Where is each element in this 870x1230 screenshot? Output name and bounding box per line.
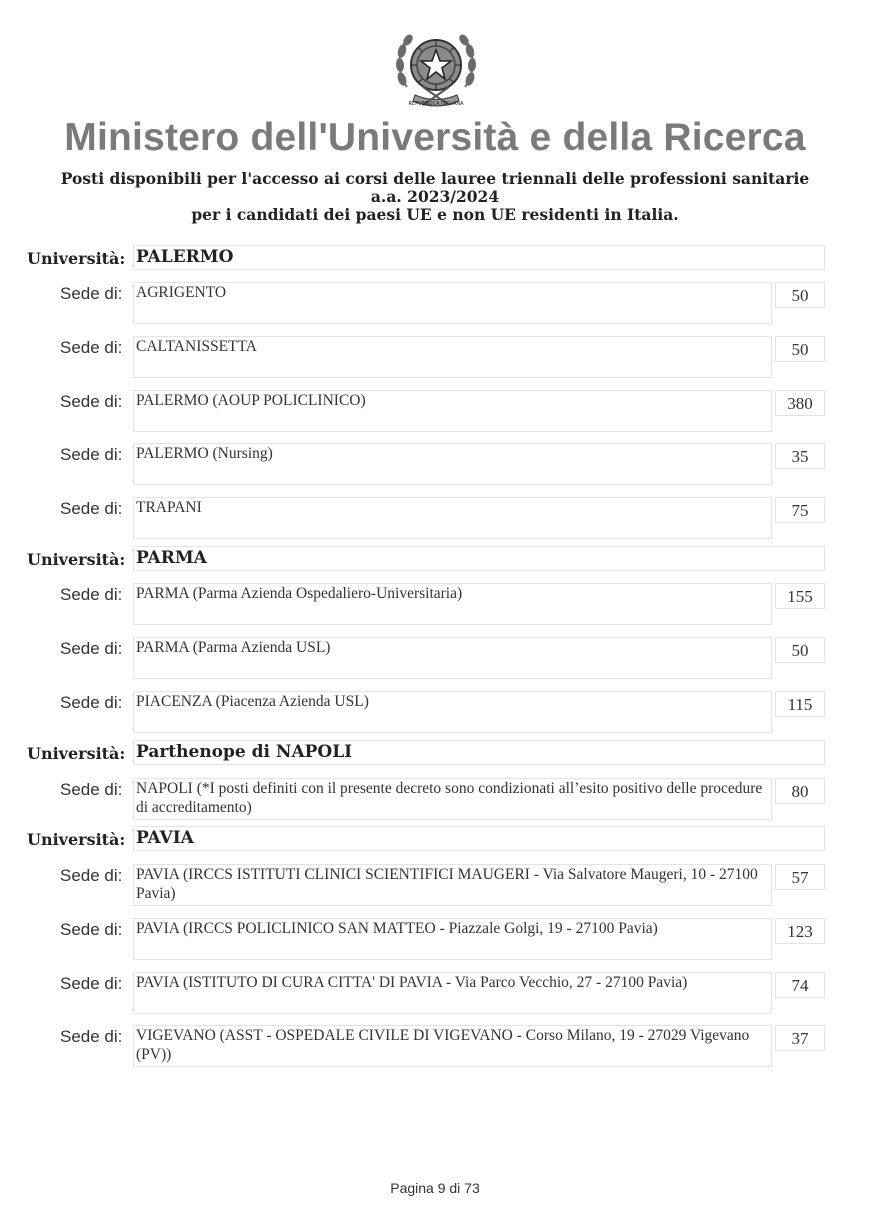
sede-label: Sede di: xyxy=(60,866,123,885)
posti-value: 123 xyxy=(775,918,825,944)
sede-label: Sede di: xyxy=(60,1027,123,1046)
page-number: Pagina 9 di 73 xyxy=(390,1180,480,1196)
posti-value: 57 xyxy=(775,864,825,890)
subtitle-line-3: per i candidati dei paesi UE e non UE residenti in Italia. xyxy=(191,205,679,224)
ministry-title: Ministero dell'Università e della Ricerca xyxy=(64,116,806,159)
sede-name: PAVIA (IRCCS ISTITUTI CLINICI SCIENTIFICI MAUGERI - Via Salvatore Maugeri, 10 - 27100 Pavia) xyxy=(133,864,772,906)
sede-name: PALERMO (Nursing) xyxy=(133,443,772,485)
sede-label: Sede di: xyxy=(60,445,123,464)
sede-name: VIGEVANO (ASST - OSPEDALE CIVILE DI VIGEVANO - Corso Milano, 19 - 27029 Vigevano (PV)) xyxy=(133,1025,772,1067)
university-name: PAVIA xyxy=(133,826,825,851)
sede-name: AGRIGENTO xyxy=(133,282,772,324)
sede-label: Sede di: xyxy=(60,920,123,939)
sede-name: PARMA (Parma Azienda USL) xyxy=(133,637,772,679)
sede-label: Sede di: xyxy=(60,780,123,799)
sede-label: Sede di: xyxy=(60,693,123,712)
sede-label: Sede di: xyxy=(60,338,123,357)
sede-label: Sede di: xyxy=(60,974,123,993)
sede-label: Sede di: xyxy=(60,585,123,604)
subtitle-line-2: a.a. 2023/2024 xyxy=(370,187,500,206)
posti-value: 80 xyxy=(775,778,825,804)
university-label: Università: xyxy=(27,744,126,763)
posti-value: 380 xyxy=(775,390,825,416)
posti-value: 50 xyxy=(775,336,825,362)
posti-value: 50 xyxy=(775,282,825,308)
posti-value: 35 xyxy=(775,443,825,469)
sede-name: NAPOLI (*I posti definiti con il presente decreto sono condizionati all’esito positivo delle procedure di accreditamento) xyxy=(133,778,772,820)
subtitle-line-1: Posti disponibili per l'accesso ai corsi delle lauree triennali delle professioni sanitarie xyxy=(60,169,810,188)
posti-value: 75 xyxy=(775,497,825,523)
sede-name: PAVIA (ISTITUTO DI CURA CITTA' DI PAVIA - Via Parco Vecchio, 27 - 27100 Pavia) xyxy=(133,972,772,1014)
posti-value: 74 xyxy=(775,972,825,998)
university-name: PARMA xyxy=(133,546,825,571)
university-name: Parthenope di NAPOLI xyxy=(133,740,825,765)
sede-label: Sede di: xyxy=(60,639,123,658)
sede-name: PALERMO (AOUP POLICLINICO) xyxy=(133,390,772,432)
sede-name: PAVIA (IRCCS POLICLINICO SAN MATTEO - Piazzale Golgi, 19 - 27100 Pavia) xyxy=(133,918,772,960)
sede-name: PIACENZA (Piacenza Azienda USL) xyxy=(133,691,772,733)
sede-name: PARMA (Parma Azienda Ospedaliero-Universitaria) xyxy=(133,583,772,625)
sede-label: Sede di: xyxy=(60,284,123,303)
svg-text:REPVBBLICA ITALIANA: REPVBBLICA ITALIANA xyxy=(408,101,464,107)
sede-name: CALTANISSETTA xyxy=(133,336,772,378)
posti-value: 50 xyxy=(775,637,825,663)
sede-label: Sede di: xyxy=(60,392,123,411)
posti-value: 115 xyxy=(775,691,825,717)
sede-name: TRAPANI xyxy=(133,497,772,539)
university-label: Università: xyxy=(27,830,126,849)
university-name: PALERMO xyxy=(133,245,825,270)
university-label: Università: xyxy=(27,550,126,569)
sede-label: Sede di: xyxy=(60,499,123,518)
posti-value: 37 xyxy=(775,1025,825,1051)
posti-value: 155 xyxy=(775,583,825,609)
university-label: Università: xyxy=(27,249,126,268)
